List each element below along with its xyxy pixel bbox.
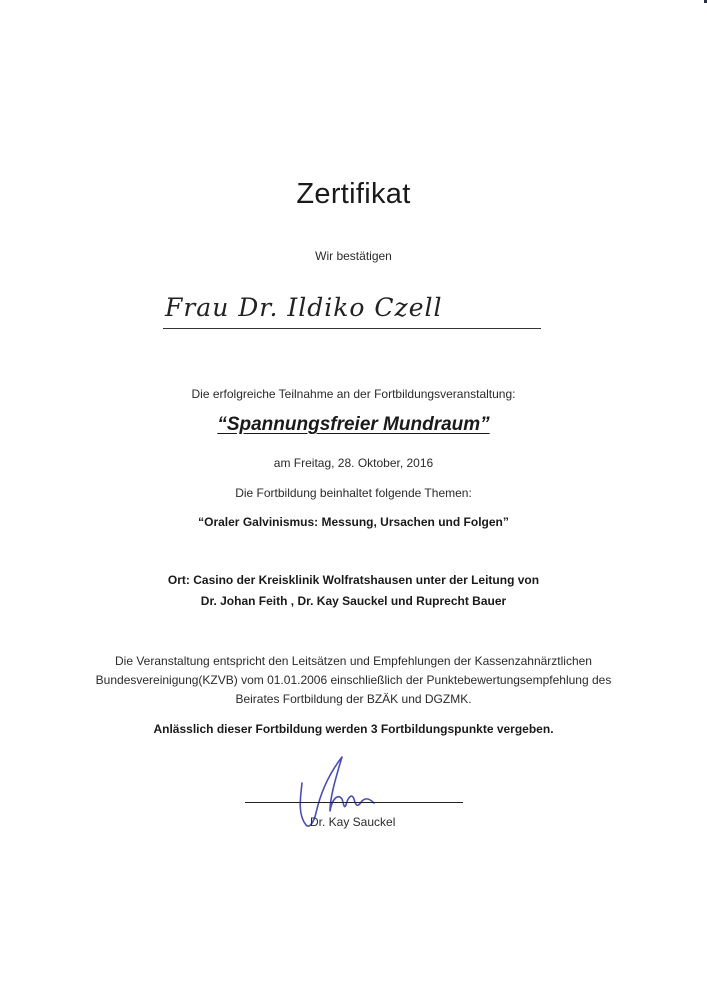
event-title: “Spannungsfreier Mundraum” bbox=[217, 414, 490, 435]
participation-text: Die erfolgreiche Teilnahme an der Fortbildungsveranstaltung: bbox=[191, 387, 516, 401]
signature-block bbox=[245, 755, 465, 835]
recipient-handwritten-name: Frau Dr. Ildiko Czell bbox=[165, 293, 443, 322]
guidelines-line-2: Bundesvereinigung(KZVB) vom 01.01.2006 einschließlich der Punktebewertungsempfehlung des bbox=[95, 673, 612, 687]
points-statement: Anlässlich dieser Fortbildung werden 3 Fortbildungspunkte vergeben. bbox=[153, 722, 554, 736]
signer-name: Dr. Kay Sauckel bbox=[310, 815, 396, 829]
signature-line bbox=[245, 802, 463, 803]
recipient-name-field bbox=[163, 293, 543, 333]
topic-item: “Oraler Galvinismus: Messung, Ursachen und Folgen” bbox=[198, 515, 509, 529]
name-underline bbox=[163, 328, 541, 329]
location-line: Ort: Casino der Kreisklinik Wolfratshausen unter der Leitung von bbox=[167, 573, 540, 587]
event-date: am Freitag, 28. Oktober, 2016 bbox=[273, 456, 434, 470]
confirm-text: Wir bestätigen bbox=[315, 249, 392, 263]
topics-intro: Die Fortbildung beinhaltet folgende Themen: bbox=[235, 486, 472, 500]
certificate-title: Zertifikat bbox=[296, 178, 411, 210]
leaders-line: Dr. Johan Feith , Dr. Kay Sauckel und Ruprecht Bauer bbox=[200, 594, 507, 608]
guidelines-line-3: Beirates Fortbildung der BZÄK und DGZMK. bbox=[235, 692, 472, 706]
guidelines-line-1: Die Veranstaltung entspricht den Leitsätzen und Empfehlungen der Kassenzahnärztlichen bbox=[115, 654, 592, 668]
